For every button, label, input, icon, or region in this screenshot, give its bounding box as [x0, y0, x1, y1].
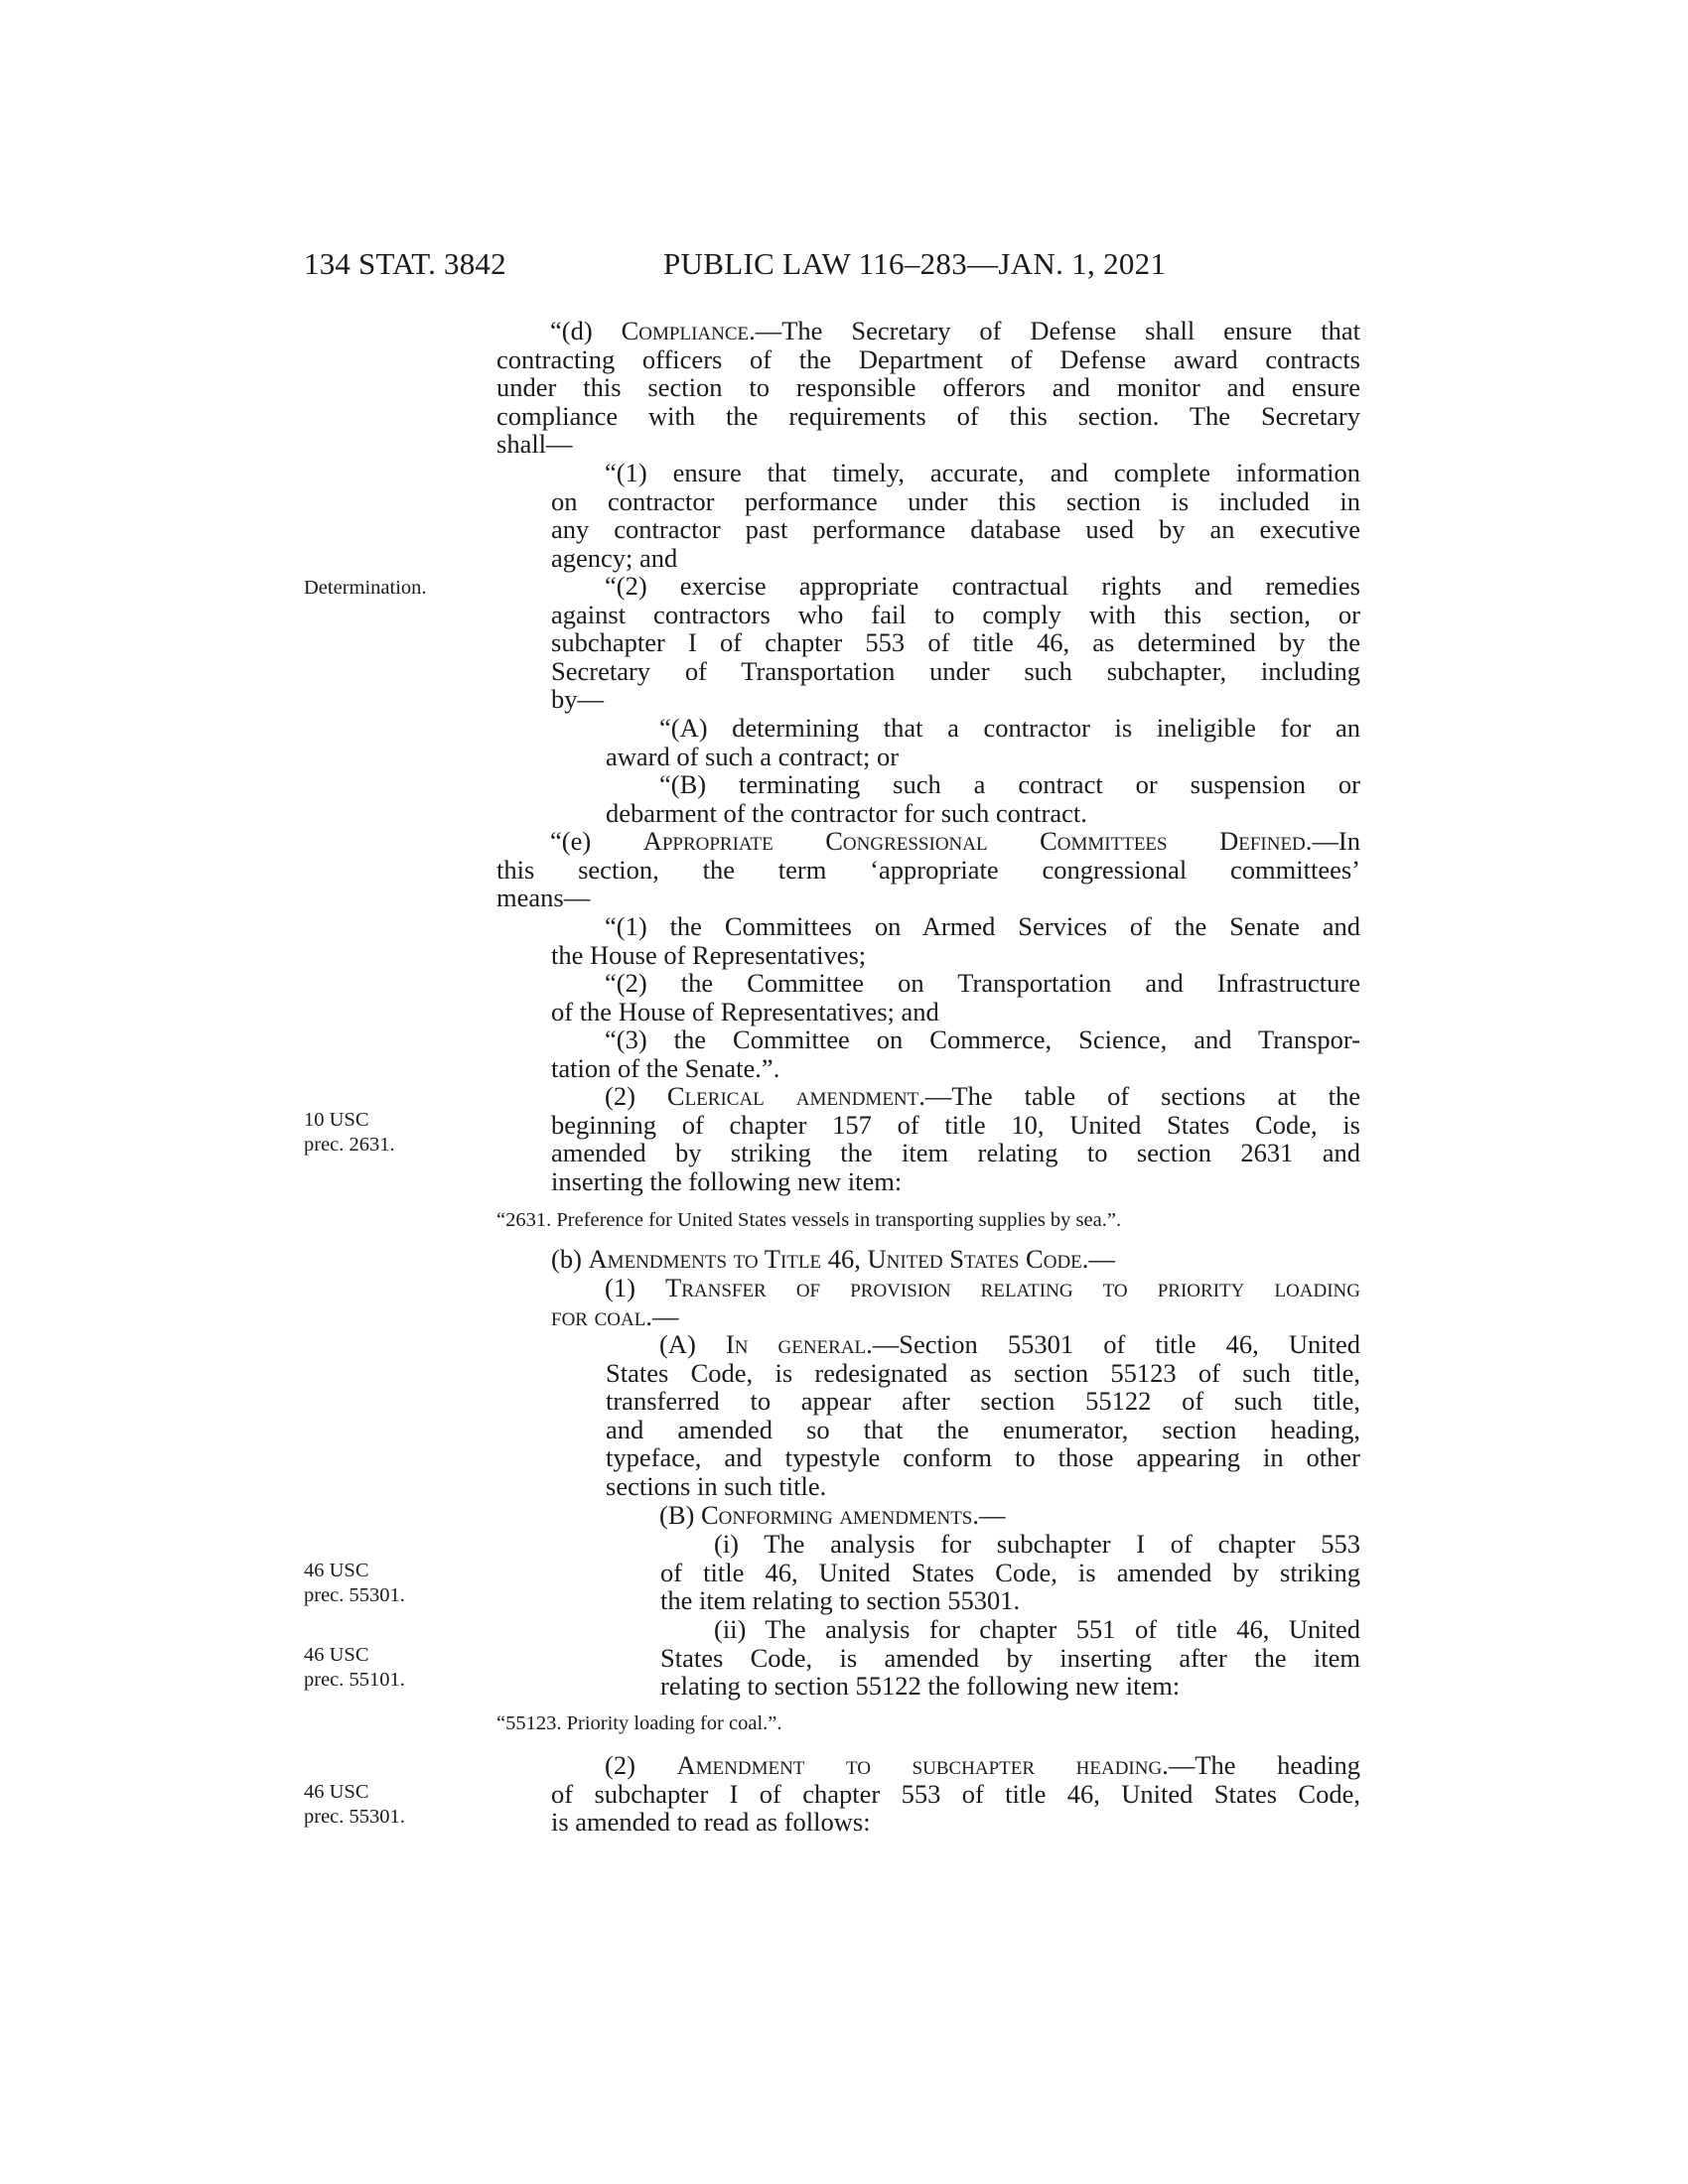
enumerator: “(d)	[550, 316, 622, 345]
margin-note-line: prec. 55301.	[304, 1806, 405, 1828]
text-line: means—	[496, 883, 591, 913]
section-heading: Clerical amendment	[666, 1081, 919, 1111]
subparagraph-b-1-a	[606, 1330, 1360, 1501]
text-line	[551, 1245, 1360, 1274]
text-line: (ii) The analysis for chapter 551 of title 46, United	[714, 1614, 1360, 1644]
text-line: States Code, is redesignated as section 55123 of such title,	[606, 1357, 1360, 1388]
section-heading: Conforming amendments	[700, 1500, 973, 1530]
text-line: the item relating to section 55301.	[660, 1585, 1021, 1616]
running-header	[304, 246, 1360, 286]
margin-note-46-usc-55301	[304, 1559, 405, 1608]
paragraph-b-2-subchapter-heading	[551, 1751, 1360, 1837]
text-run: .—The Secretary of Defense shall ensure that	[749, 316, 1360, 345]
text-line: States Code, is amended by inserting after the item	[660, 1642, 1360, 1673]
margin-note-line: 46 USC	[304, 1560, 369, 1581]
paragraph-e-3	[551, 1025, 1360, 1082]
text-line: “(A) determining that a contractor is ineligible for an	[659, 713, 1360, 743]
public-law-title: PUBLIC LAW 116–283—JAN. 1, 2021	[663, 246, 1167, 281]
margin-note-line: prec. 55301.	[304, 1584, 405, 1606]
text-line: Secretary of Transportation under such subchapter, including	[551, 655, 1360, 686]
text-line: this section, the term ‘appropriate congressional committees’	[496, 854, 1360, 885]
text-line: beginning of chapter 157 of title 10, United States Code, is	[551, 1109, 1360, 1140]
text-line: “(2) exercise appropriate contractual rights and remedies	[605, 571, 1360, 601]
text-line: typeface, and typestyle conform to those appearing in other	[606, 1442, 1360, 1473]
text-run: .—The table of sections at the	[918, 1081, 1360, 1111]
text-line: the House of Representatives;	[551, 939, 867, 970]
paragraph-e-definitions	[496, 827, 1360, 912]
section-heading: In general	[725, 1329, 867, 1359]
margin-note-10-usc-2631	[304, 1108, 395, 1158]
table-of-sections-item-2631: “2631. Preference for United States vessels in transporting supplies by sea.”.	[496, 1209, 1122, 1231]
table-of-sections-item-55123: “55123. Priority loading for coal.”.	[496, 1712, 782, 1734]
text-line: “(2) the Committee on Transportation and Infrastructure	[605, 968, 1360, 998]
subparagraph-d-2-a	[606, 714, 1360, 770]
text-run: .—The heading	[1162, 1750, 1360, 1780]
text-line: “(B) terminating such a contract or suspension or	[659, 769, 1360, 799]
text-line: under this section to responsible offerors and monitor and ensure	[496, 372, 1360, 403]
text-line: contracting officers of the Department of Defense award contracts	[496, 343, 1360, 374]
text-line	[606, 1330, 1360, 1359]
enumerator: (A)	[659, 1329, 726, 1359]
enumerator: (1)	[605, 1273, 666, 1302]
subparagraph-b-1-b-heading	[606, 1501, 1360, 1530]
text-line: agency; and	[551, 542, 678, 573]
text-line: on contractor performance under this section is included in	[551, 485, 1360, 516]
text-line: inserting the following new item:	[551, 1165, 903, 1196]
paragraph-e-1	[551, 912, 1360, 969]
text-line: “(3) the Committee on Commerce, Science, and Transpor-	[605, 1024, 1360, 1054]
enumerator: “(e)	[550, 826, 643, 856]
margin-note-line: 46 USC	[304, 1781, 369, 1803]
margin-note-line: prec. 2631.	[304, 1134, 395, 1156]
section-heading: Amendment to subchapter heading	[676, 1750, 1163, 1780]
text-line: debarment of the contractor for such contract.	[606, 797, 1087, 828]
paragraph-e-2	[551, 969, 1360, 1025]
margin-note-line: prec. 55101.	[304, 1669, 405, 1691]
text-line: any contractor past performance database used by an executive	[551, 514, 1360, 545]
text-line: and amended so that the enumerator, section heading,	[606, 1414, 1360, 1444]
text-run: .—Section 55301 of title 46, United	[866, 1329, 1360, 1359]
subparagraph-d-2-b	[606, 770, 1360, 827]
text-line	[496, 317, 1360, 345]
text-line: of subchapter I of chapter 553 of title 46, United States Code,	[551, 1778, 1360, 1809]
margin-note-46-usc-55301-b	[304, 1780, 405, 1830]
clause-b-1-b-i	[660, 1530, 1360, 1615]
text-line: by—	[551, 684, 604, 715]
margin-note-46-usc-55101	[304, 1643, 405, 1693]
text-line: of the House of Representatives; and	[551, 996, 939, 1026]
text-line: compliance with the requirements of this section. The Secretary	[496, 400, 1360, 431]
text-line: shall—	[496, 429, 573, 460]
section-heading: for coal	[551, 1300, 646, 1331]
text-line	[551, 1274, 1360, 1302]
text-line: relating to section 55122 the following new item:	[660, 1671, 1181, 1702]
text-line: tation of the Senate.”.	[551, 1052, 780, 1083]
text-run: .—	[972, 1500, 1006, 1530]
text-line: sections in such title.	[606, 1470, 827, 1501]
text-run: .—In	[1305, 826, 1360, 856]
text-run: .—	[1081, 1244, 1115, 1274]
text-line: transferred to appear after section 55122 of such title,	[606, 1386, 1360, 1417]
text-line: “(1) the Committees on Armed Services of the Senate and	[605, 911, 1360, 941]
enumerator: (2)	[605, 1081, 667, 1111]
margin-note-line: 10 USC	[304, 1109, 369, 1131]
enumerator: (b)	[551, 1244, 589, 1274]
clause-b-1-b-ii	[660, 1615, 1360, 1701]
text-run: .—	[645, 1300, 679, 1331]
text-line: award of such a contract; or	[606, 741, 900, 771]
section-heading: Transfer of provision relating to priority loading	[665, 1273, 1360, 1302]
text-line: of title 46, United States Code, is amended by striking	[660, 1557, 1360, 1587]
text-line	[551, 1751, 1360, 1780]
margin-note-line: 46 USC	[304, 1644, 369, 1666]
text-line: amended by striking the item relating to section 2631 and	[551, 1138, 1360, 1168]
margin-note-determination: Determination.	[304, 577, 427, 599]
paragraph-b-1-heading	[551, 1274, 1360, 1330]
text-line	[551, 1302, 1360, 1331]
text-line: (i) The analysis for subchapter I of chapter 553	[714, 1529, 1360, 1559]
enumerator: (B)	[659, 1500, 701, 1530]
text-line	[551, 1082, 1360, 1111]
paragraph-clerical-amendment	[551, 1082, 1360, 1195]
text-line: subchapter I of chapter 553 of title 46, as determined by the	[551, 627, 1360, 658]
section-heading: Appropriate Congressional Committees Defined	[642, 826, 1306, 856]
enumerator: (2)	[605, 1750, 677, 1780]
text-line: is amended to read as follows:	[551, 1807, 871, 1838]
text-line: “(1) ensure that timely, accurate, and complete information	[605, 458, 1360, 487]
section-heading: Amendments to Title 46, United States Code	[588, 1244, 1082, 1274]
text-line: against contractors who fail to comply with this section, or	[551, 599, 1360, 629]
text-line	[606, 1501, 1360, 1530]
text-line	[496, 827, 1360, 856]
subsection-b-heading	[551, 1245, 1360, 1274]
paragraph-d-1	[551, 459, 1360, 572]
paragraph-d-2	[551, 572, 1360, 714]
section-heading: Compliance	[621, 316, 750, 345]
paragraph-d-compliance	[496, 317, 1360, 459]
statute-page-number: 134 STAT. 3842	[304, 246, 506, 281]
